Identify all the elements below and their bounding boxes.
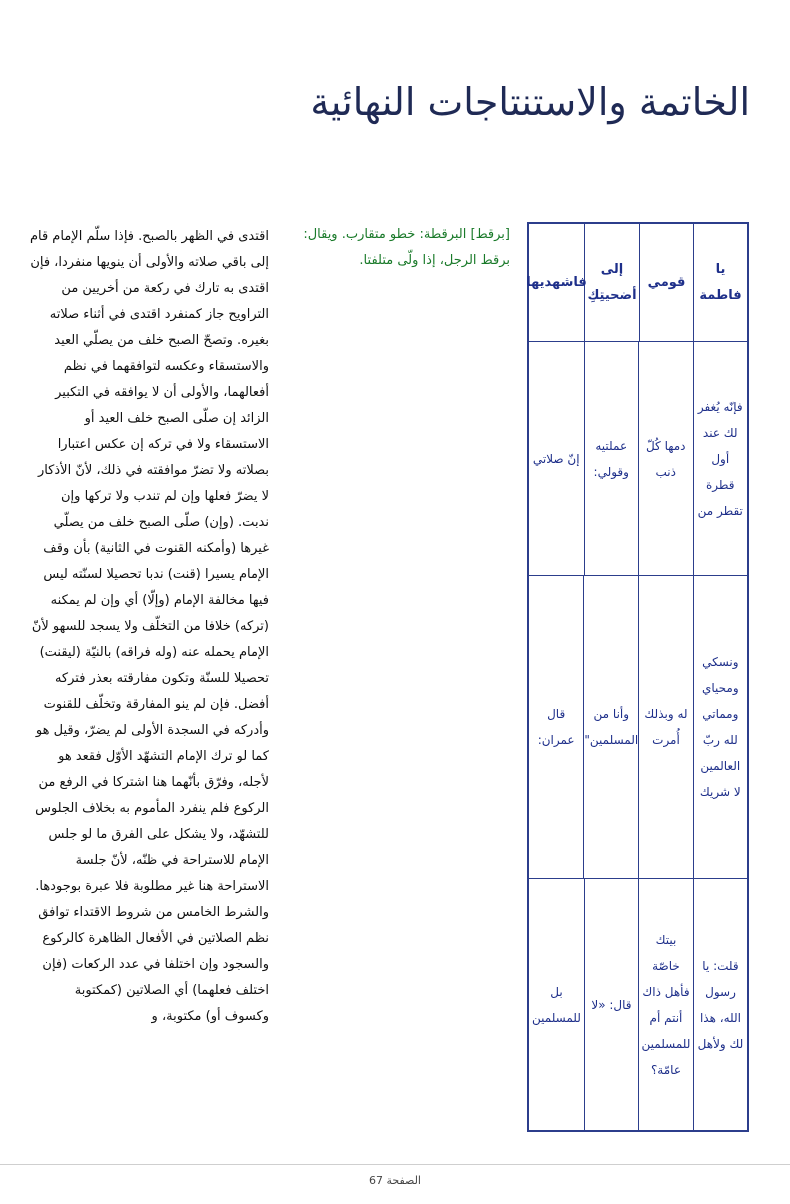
table-cell: بيتك خاصّة فأهل ذاك أنتم أم للمسلمين عامّة؟ bbox=[638, 879, 693, 1130]
table-row bbox=[529, 342, 747, 576]
table-row bbox=[529, 576, 747, 879]
table-cell: ونسكي ومحياي ومماتي لله ربّ العالمين لا شريك bbox=[693, 576, 747, 878]
page-number: الصفحة 67 bbox=[368, 1174, 421, 1187]
table-cell: قلت: يا رسول الله، هذا لك ولأهل bbox=[693, 879, 747, 1130]
table-cell: وأنا من المسلمين" bbox=[583, 576, 638, 878]
table-cell: له وبذلك أُمرت bbox=[638, 576, 692, 878]
table-cell: قال: «لا bbox=[584, 879, 638, 1130]
table-cell: إنّ صلاتي bbox=[532, 451, 580, 466]
table-header-cell: يا فاطمة bbox=[693, 224, 747, 341]
footnote-definition: [برقط] البرقطة: خطو متقارب. ويقال: برقط الرجل، إذا ولّى متلفتا. bbox=[303, 227, 510, 268]
table-row bbox=[529, 879, 747, 1130]
page-title: الخاتمة والاستنتاجات النهائية bbox=[310, 80, 750, 124]
table-header-row bbox=[526, 224, 747, 342]
body-paragraph: اقتدى في الظهر بالصبح. فإذا سلّم الإمام قام إلى باقي صلاته والأولى أن ينويها منفردا، فإن اقتدى به تارك في ركعة من أخريين من التراويح جاز كمنفرد اقتدى في أثناء صلاته بغيره. وتصحّ الصبح خلف من يصلّي العيد والاستسقاء وعكسه لتوافقهما في نظم أفعالهما، والأولى أن لا يوافقه في التكبير الزائد إن صلّى الصبح خلف العيد أو الاستسقاء ولا في تركه إن عكس اعتبارا بصلاته ولا تضرّ موافقته في ذلك، لأنّ الأذكار لا يضرّ فعلها وإن لم تندب ولا تركها وإن ندبت. (وإن) صلّى الصبح خلف من يصلّي غيرها (وأمكنه القنوت في الثانية) بأن وقف الإمام يسيرا (قنت) ندبا تحصيلا لسنّته ليس فيها مخالفة الإمام (وإلّا) أي وإن لم يمكنه (تركه) خلافا من التخلّف ولا يسجد للسهو لأنّ الإمام يحمله عنه (وله فراقه) بالنيّة (ليقنت) تحصيلا للسنّة وتكون مفارقته بعذر فتركه أفضل. فإن لم ينو المفارقة وتخلّف للقنوت وأدركه في السجدة الأولى لم يضرّ، وقيل هو كما لو ترك الإمام التشهّد الأوّل فقعد هو لأجله، وفرّق بأنّهما هنا اشتركا في الرفع من الركوع فلم ينفرد المأموم به بخلاف الجلوس للتشهّد، ولا يشكل على الفرق ما لو جلس الإمام للاستراحة في ظنّه، لأنّ جلسة الاستراحة هنا غير مطلوبة فلا عبرة بوجودها. والشرط الخامس من شروط الاقتداء توافق نظم الصلاتين في الأفعال الظاهرة كالركوع والسجود وإن اختلفا في عدد الركعات (فإن اختلف فعلهما) أي الصلاتين (كمكتوبة وكسوف أو) مكتوبة، و bbox=[29, 229, 269, 1024]
comparison-table bbox=[527, 222, 749, 1132]
table-cell: بل للمسلمين bbox=[532, 984, 581, 1025]
footer-divider bbox=[0, 1164, 790, 1165]
table-header-cell: إلى أضحيتِكِ bbox=[584, 224, 639, 341]
table-cell: عملتيه وقولي: bbox=[584, 342, 639, 575]
table-cell: دمها كُلّ ذنب bbox=[638, 342, 693, 575]
table-header-cell: فاشهديها bbox=[526, 274, 587, 290]
table-cell: قال عمران: bbox=[537, 707, 575, 747]
table-header-cell: قومي bbox=[639, 224, 693, 341]
table-cell: فإنّه يُغفر لك عند أول قطرة تقطر من bbox=[693, 342, 748, 575]
